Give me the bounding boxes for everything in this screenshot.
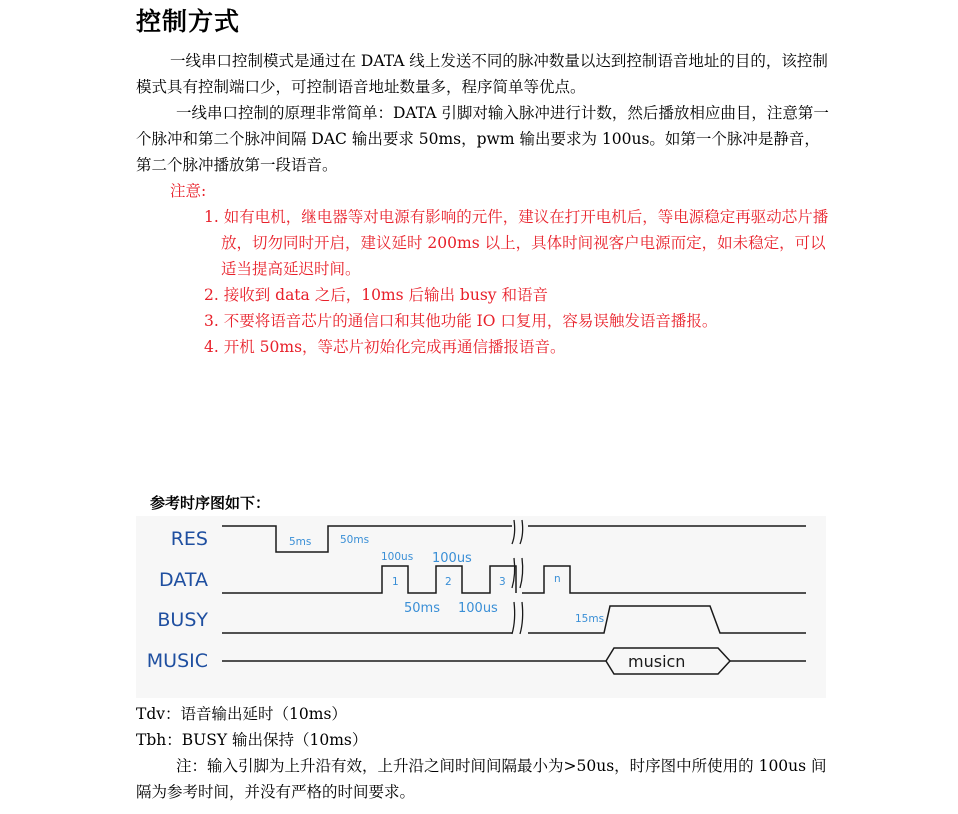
- signal-label-music: MUSIC: [146, 650, 208, 672]
- signal-label-res: RES: [170, 528, 208, 550]
- pulse-width-small: 100us: [381, 551, 414, 563]
- timing-diagram: [136, 516, 826, 698]
- signal-label-data: DATA: [159, 569, 208, 591]
- note-item: 2. 接收到 data 之后，10ms 后输出 busy 和语音: [204, 286, 548, 304]
- pulse-number: n: [554, 573, 561, 585]
- music-label: musicn: [628, 652, 686, 671]
- intro-paragraph: 一线串口控制模式是通过在 DATA 线上发送不同的脉冲数量以达到控制语音地址的目的，该控制模式具有控制端口少，可控制语音地址数量多，程序简单等优点。: [136, 52, 828, 96]
- pulse-width-large: 100us: [432, 551, 472, 566]
- pulse-number: 2: [445, 576, 452, 588]
- timing-caption: 参考时序图如下：: [150, 494, 271, 512]
- note-item: 1. 如有电机，继电器等对电源有影响的元件，建议在打开电机后，等电源稳定再驱动芯片播放，切勿同时开启，建议延时 200ms 以上，具体时间视客户电源而定，如未稳定，可以适当提高延迟时间。: [204, 208, 829, 278]
- principle-paragraph: 一线串口控制的原理非常简单：DATA 引脚对输入脉冲进行计数，然后播放相应曲目，注意第一个脉冲和第二个脉冲间隔 DAC 输出要求 50ms，pwm 输出要求为 100us。如第一个脉冲是静音，第二个脉冲播放第一段语音。: [136, 104, 829, 174]
- note-item: 3. 不要将语音芯片的通信口和其他功能 IO 口复用，容易误触发语音播报。: [204, 312, 718, 330]
- notes-title: 注意:: [170, 182, 207, 200]
- note-item: 4. 开机 50ms，等芯片初始化完成再通信播报语音。: [204, 338, 566, 356]
- pulse-number: 3: [499, 576, 506, 588]
- busy-delay: 15ms: [575, 613, 605, 625]
- page-title: 控制方式: [136, 7, 241, 36]
- footer-remark: 注：输入引脚为上升沿有效，上升沿之间时间间隔最小为>50us，时序图中所使用的 100us 间隔为参考时间，并没有严格的时间要求。: [136, 757, 827, 801]
- notes-list: [204, 204, 832, 360]
- pulse-number: 1: [392, 576, 399, 588]
- gap-first-duration: 50ms: [404, 601, 440, 616]
- signal-label-busy: BUSY: [157, 609, 208, 631]
- gap-second-duration: 100us: [458, 601, 498, 616]
- res-low-duration: 5ms: [289, 536, 312, 548]
- res-high-duration: 50ms: [340, 534, 370, 546]
- footer-tbh: Tbh：BUSY 输出保持（10ms）: [136, 731, 368, 749]
- footer-tdv: Tdv：语音输出延时（10ms）: [136, 705, 347, 723]
